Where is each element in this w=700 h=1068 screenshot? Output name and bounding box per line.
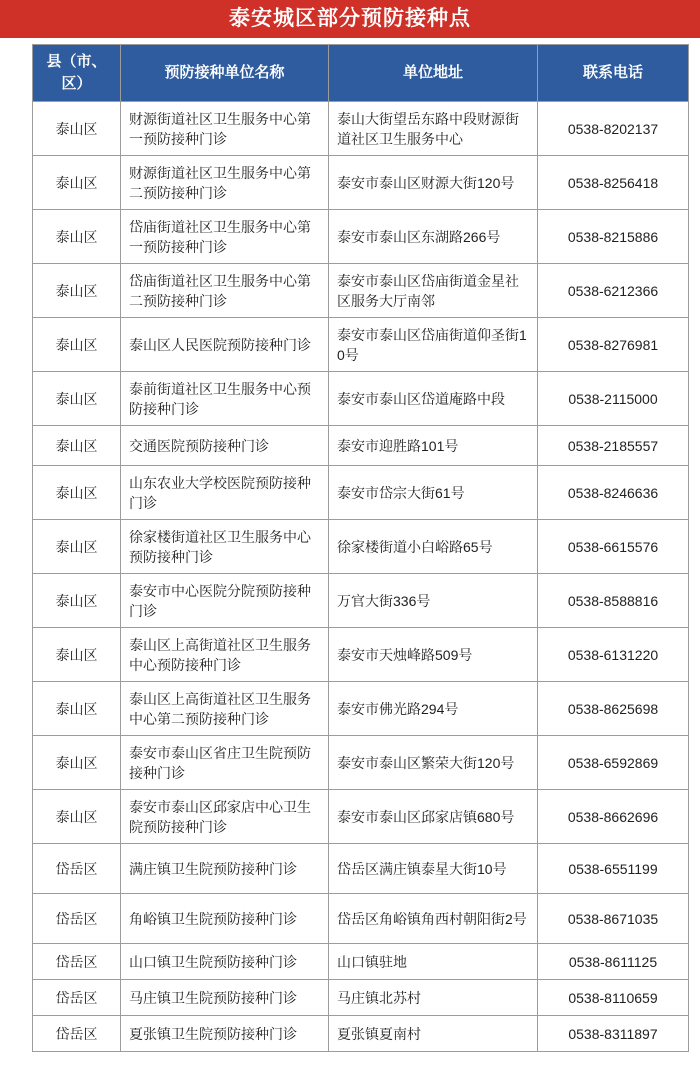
district-cell: 泰山区 [33, 574, 121, 628]
address-cell: 泰安市泰山区岱道庵路中段 [329, 372, 538, 426]
unit-name-cell: 角峪镇卫生院预防接种门诊 [121, 894, 329, 944]
phone-cell: 0538-8662696 [538, 790, 689, 844]
district-cell: 泰山区 [33, 102, 121, 156]
table-row [33, 466, 689, 520]
unit-name-cell: 徐家楼街道社区卫生服务中心预防接种门诊 [121, 520, 329, 574]
table-row [33, 944, 689, 980]
unit-name-cell: 财源街道社区卫生服务中心第一预防接种门诊 [121, 102, 329, 156]
phone-cell: 0538-8625698 [538, 682, 689, 736]
district-cell: 泰山区 [33, 156, 121, 210]
address-cell: 泰安市泰山区岱庙街道仰圣街10号 [329, 318, 538, 372]
phone-cell: 0538-6131220 [538, 628, 689, 682]
header-phone: 联系电话 [538, 45, 689, 102]
table-row [33, 156, 689, 210]
phone-cell: 0538-6615576 [538, 520, 689, 574]
unit-name-cell: 马庄镇卫生院预防接种门诊 [121, 980, 329, 1016]
address-cell: 泰安市泰山区繁荣大街120号 [329, 736, 538, 790]
unit-name-cell: 泰安市中心医院分院预防接种门诊 [121, 574, 329, 628]
district-cell: 泰山区 [33, 736, 121, 790]
address-cell: 马庄镇北苏村 [329, 980, 538, 1016]
address-cell: 万官大街336号 [329, 574, 538, 628]
phone-cell: 0538-8611125 [538, 944, 689, 980]
unit-name-cell: 泰安市泰山区邱家店中心卫生院预防接种门诊 [121, 790, 329, 844]
district-cell: 岱岳区 [33, 944, 121, 980]
address-cell: 泰安市佛光路294号 [329, 682, 538, 736]
phone-cell: 0538-8276981 [538, 318, 689, 372]
district-cell: 泰山区 [33, 628, 121, 682]
district-cell: 泰山区 [33, 264, 121, 318]
district-cell: 泰山区 [33, 520, 121, 574]
table-row [33, 318, 689, 372]
address-cell: 泰安市天烛峰路509号 [329, 628, 538, 682]
table-row [33, 574, 689, 628]
address-cell: 山口镇驻地 [329, 944, 538, 980]
district-cell: 泰山区 [33, 318, 121, 372]
phone-cell: 0538-8110659 [538, 980, 689, 1016]
address-cell: 夏张镇夏南村 [329, 1016, 538, 1052]
table-row [33, 102, 689, 156]
address-cell: 泰安市迎胜路101号 [329, 426, 538, 466]
address-cell: 泰安市泰山区东湖路266号 [329, 210, 538, 264]
phone-cell: 0538-2115000 [538, 372, 689, 426]
unit-name-cell: 山东农业大学校医院预防接种门诊 [121, 466, 329, 520]
unit-name-cell: 交通医院预防接种门诊 [121, 426, 329, 466]
unit-name-cell: 山口镇卫生院预防接种门诊 [121, 944, 329, 980]
address-cell: 泰山大街望岳东路中段财源街道社区卫生服务中心 [329, 102, 538, 156]
address-cell: 泰安市岱宗大街61号 [329, 466, 538, 520]
unit-name-cell: 泰山区上高街道社区卫生服务中心预防接种门诊 [121, 628, 329, 682]
district-cell: 泰山区 [33, 372, 121, 426]
table-row [33, 264, 689, 318]
table-row [33, 980, 689, 1016]
unit-name-cell: 岱庙街道社区卫生服务中心第二预防接种门诊 [121, 264, 329, 318]
phone-cell: 0538-2185557 [538, 426, 689, 466]
address-cell: 岱岳区角峪镇角西村朝阳街2号 [329, 894, 538, 944]
table-row [33, 210, 689, 264]
district-cell: 岱岳区 [33, 894, 121, 944]
table-row [33, 426, 689, 466]
table-row [33, 894, 689, 944]
table-body [33, 102, 689, 1052]
phone-cell: 0538-6212366 [538, 264, 689, 318]
table-row [33, 1016, 689, 1052]
phone-cell: 0538-8202137 [538, 102, 689, 156]
address-cell: 泰安市泰山区邱家店镇680号 [329, 790, 538, 844]
address-cell: 泰安市泰山区岱庙街道金星社区服务大厅南邻 [329, 264, 538, 318]
phone-cell: 0538-8215886 [538, 210, 689, 264]
phone-cell: 0538-6551199 [538, 844, 689, 894]
unit-name-cell: 夏张镇卫生院预防接种门诊 [121, 1016, 329, 1052]
table-header-row [33, 45, 689, 102]
district-cell: 泰山区 [33, 426, 121, 466]
unit-name-cell: 泰前街道社区卫生服务中心预防接种门诊 [121, 372, 329, 426]
table-row [33, 520, 689, 574]
unit-name-cell: 泰山区人民医院预防接种门诊 [121, 318, 329, 372]
phone-cell: 0538-8588816 [538, 574, 689, 628]
address-cell: 泰安市泰山区财源大街120号 [329, 156, 538, 210]
district-cell: 岱岳区 [33, 1016, 121, 1052]
vaccination-sites-table [32, 44, 689, 1052]
page-title: 泰安城区部分预防接种点 [0, 0, 700, 38]
unit-name-cell: 泰山区上高街道社区卫生服务中心第二预防接种门诊 [121, 682, 329, 736]
unit-name-cell: 财源街道社区卫生服务中心第二预防接种门诊 [121, 156, 329, 210]
unit-name-cell: 岱庙街道社区卫生服务中心第一预防接种门诊 [121, 210, 329, 264]
district-cell: 岱岳区 [33, 980, 121, 1016]
table-row [33, 628, 689, 682]
header-unit-name: 预防接种单位名称 [121, 45, 329, 102]
address-cell: 岱岳区满庄镇泰星大街10号 [329, 844, 538, 894]
phone-cell: 0538-8671035 [538, 894, 689, 944]
phone-cell: 0538-8246636 [538, 466, 689, 520]
table-container [32, 44, 688, 1052]
phone-cell: 0538-8311897 [538, 1016, 689, 1052]
district-cell: 泰山区 [33, 466, 121, 520]
unit-name-cell: 满庄镇卫生院预防接种门诊 [121, 844, 329, 894]
header-district: 县（市、区） [33, 45, 121, 102]
table-header [33, 45, 689, 102]
unit-name-cell: 泰安市泰山区省庄卫生院预防接种门诊 [121, 736, 329, 790]
table-row [33, 790, 689, 844]
phone-cell: 0538-8256418 [538, 156, 689, 210]
table-row [33, 844, 689, 894]
phone-cell: 0538-6592869 [538, 736, 689, 790]
district-cell: 泰山区 [33, 210, 121, 264]
table-row [33, 682, 689, 736]
table-row [33, 736, 689, 790]
header-address: 单位地址 [329, 45, 538, 102]
district-cell: 岱岳区 [33, 844, 121, 894]
district-cell: 泰山区 [33, 682, 121, 736]
table-row [33, 372, 689, 426]
district-cell: 泰山区 [33, 790, 121, 844]
address-cell: 徐家楼街道小白峪路65号 [329, 520, 538, 574]
